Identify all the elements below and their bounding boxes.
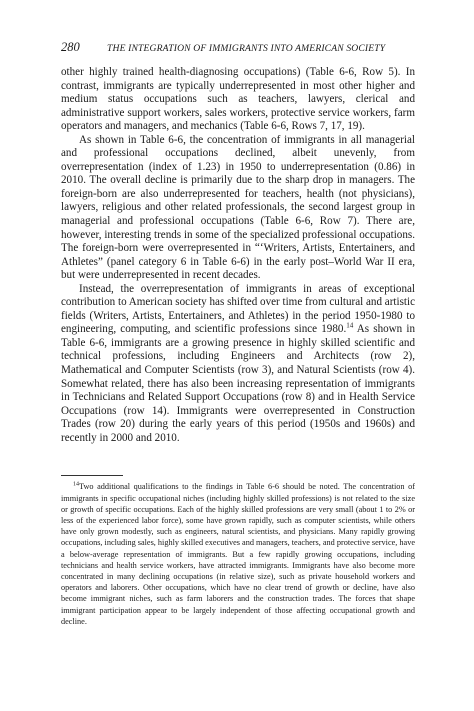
footnote-divider <box>61 475 123 476</box>
footnote-text: Two additional qualifications to the findings in Table 6-6 should be noted. The concentration of immigrants in specific occupational niches (including highly skilled professions) is not related to the size or growth of specific occupations. Each of the highly skilled professions are very small (about 1 to 2% or less of the experienced labor force), some have grown rapidly, such as computer scientists, while others have only grown modestly, such as engineers, natural scientists, and physicians. Many rapidly growing occupations, including sales, highly skilled executives and managers, teachers, and protective service, have a below-average representation of immigrants. But a few rapidly growing occupations, including technicians and health service workers, have attracted immigrants. Immigrants have also become more concentrated in many declining occupations (in relative size), such as private household workers and operators and laborers. Other occupations, which have no clear trend of growth or decline, have also become immigrant niches, such as farm laborers and the construction trades. The forces that shape immigrant participation appear to be largely independent of those affecting occupational growth and decline. <box>61 482 415 626</box>
paragraph-1: other highly trained health-diagnosing occupations) (Table 6-6, Row 5). In contrast, immigrants are typically underrepresented in most other higher and medium status occupations such as teachers, lawyers, clerical and administrative support workers, sales workers, protective service workers, farm operators and managers, and mechanics (Table 6-6, Rows 7, 17, 19). <box>61 66 415 133</box>
footnote-marker: 14 <box>73 481 79 488</box>
body-text <box>61 66 415 445</box>
page-number: 280 <box>61 40 80 54</box>
paragraph-3-text-b: As shown in Table 6-6, immigrants are a growing presence in highly skilled scientific and technical professions, including Engineers and Architects (row 2), Mathematical and Computer Scientists (row 3), and Natural Scientists (row 4). Somewhat related, there has also been increasing representation of immigrants in Technicians and Related Support Occupations (row 8) and in Health Service Occupations (row 14). Immigrants were overrepresented in Construction Trades (row 20) during the early years of this period (1950s and 1960s) and recently in 2000 and 2010. <box>61 323 415 444</box>
footnote-14 <box>61 481 415 627</box>
paragraph-3 <box>61 283 415 446</box>
book-page <box>61 40 415 627</box>
running-title: THE INTEGRATION OF IMMIGRANTS INTO AMERICAN SOCIETY <box>107 43 386 54</box>
running-head <box>61 40 415 56</box>
paragraph-2: As shown in Table 6-6, the concentration of immigrants in all managerial and professional occupations declined, albeit unevenly, from overrepresentation (index of 1.23) in 1950 to underrepresentation (0.86) in 2010. The overall decline is primarily due to the sharp drop in managers. The foreign-born are also underrepresented for teachers, health (not physicians), lawyers, religious and other related professionals, the second largest group in managerial and professional occupations (Table 6-6, Row 7). There are, however, interesting trends in some of the specialized professional occupations. The foreign-born were overrepresented in “‘Writers, Artists, Entertainers, and Athletes” (panel category 6 in Table 6-6) in the early post–World War II era, but were underrepresented in recent decades. <box>61 133 415 282</box>
paragraph-3-text-a: Instead, the overrepresentation of immigrants in areas of exceptional contribution to American society has shifted over time from cultural and artistic fields (Writers, Artists, Entertainers, and Athletes) in the period 1950-1980 to engineering, computing, and scientific professions since 1980. <box>61 282 415 336</box>
footnote-reference: 14 <box>346 321 354 330</box>
